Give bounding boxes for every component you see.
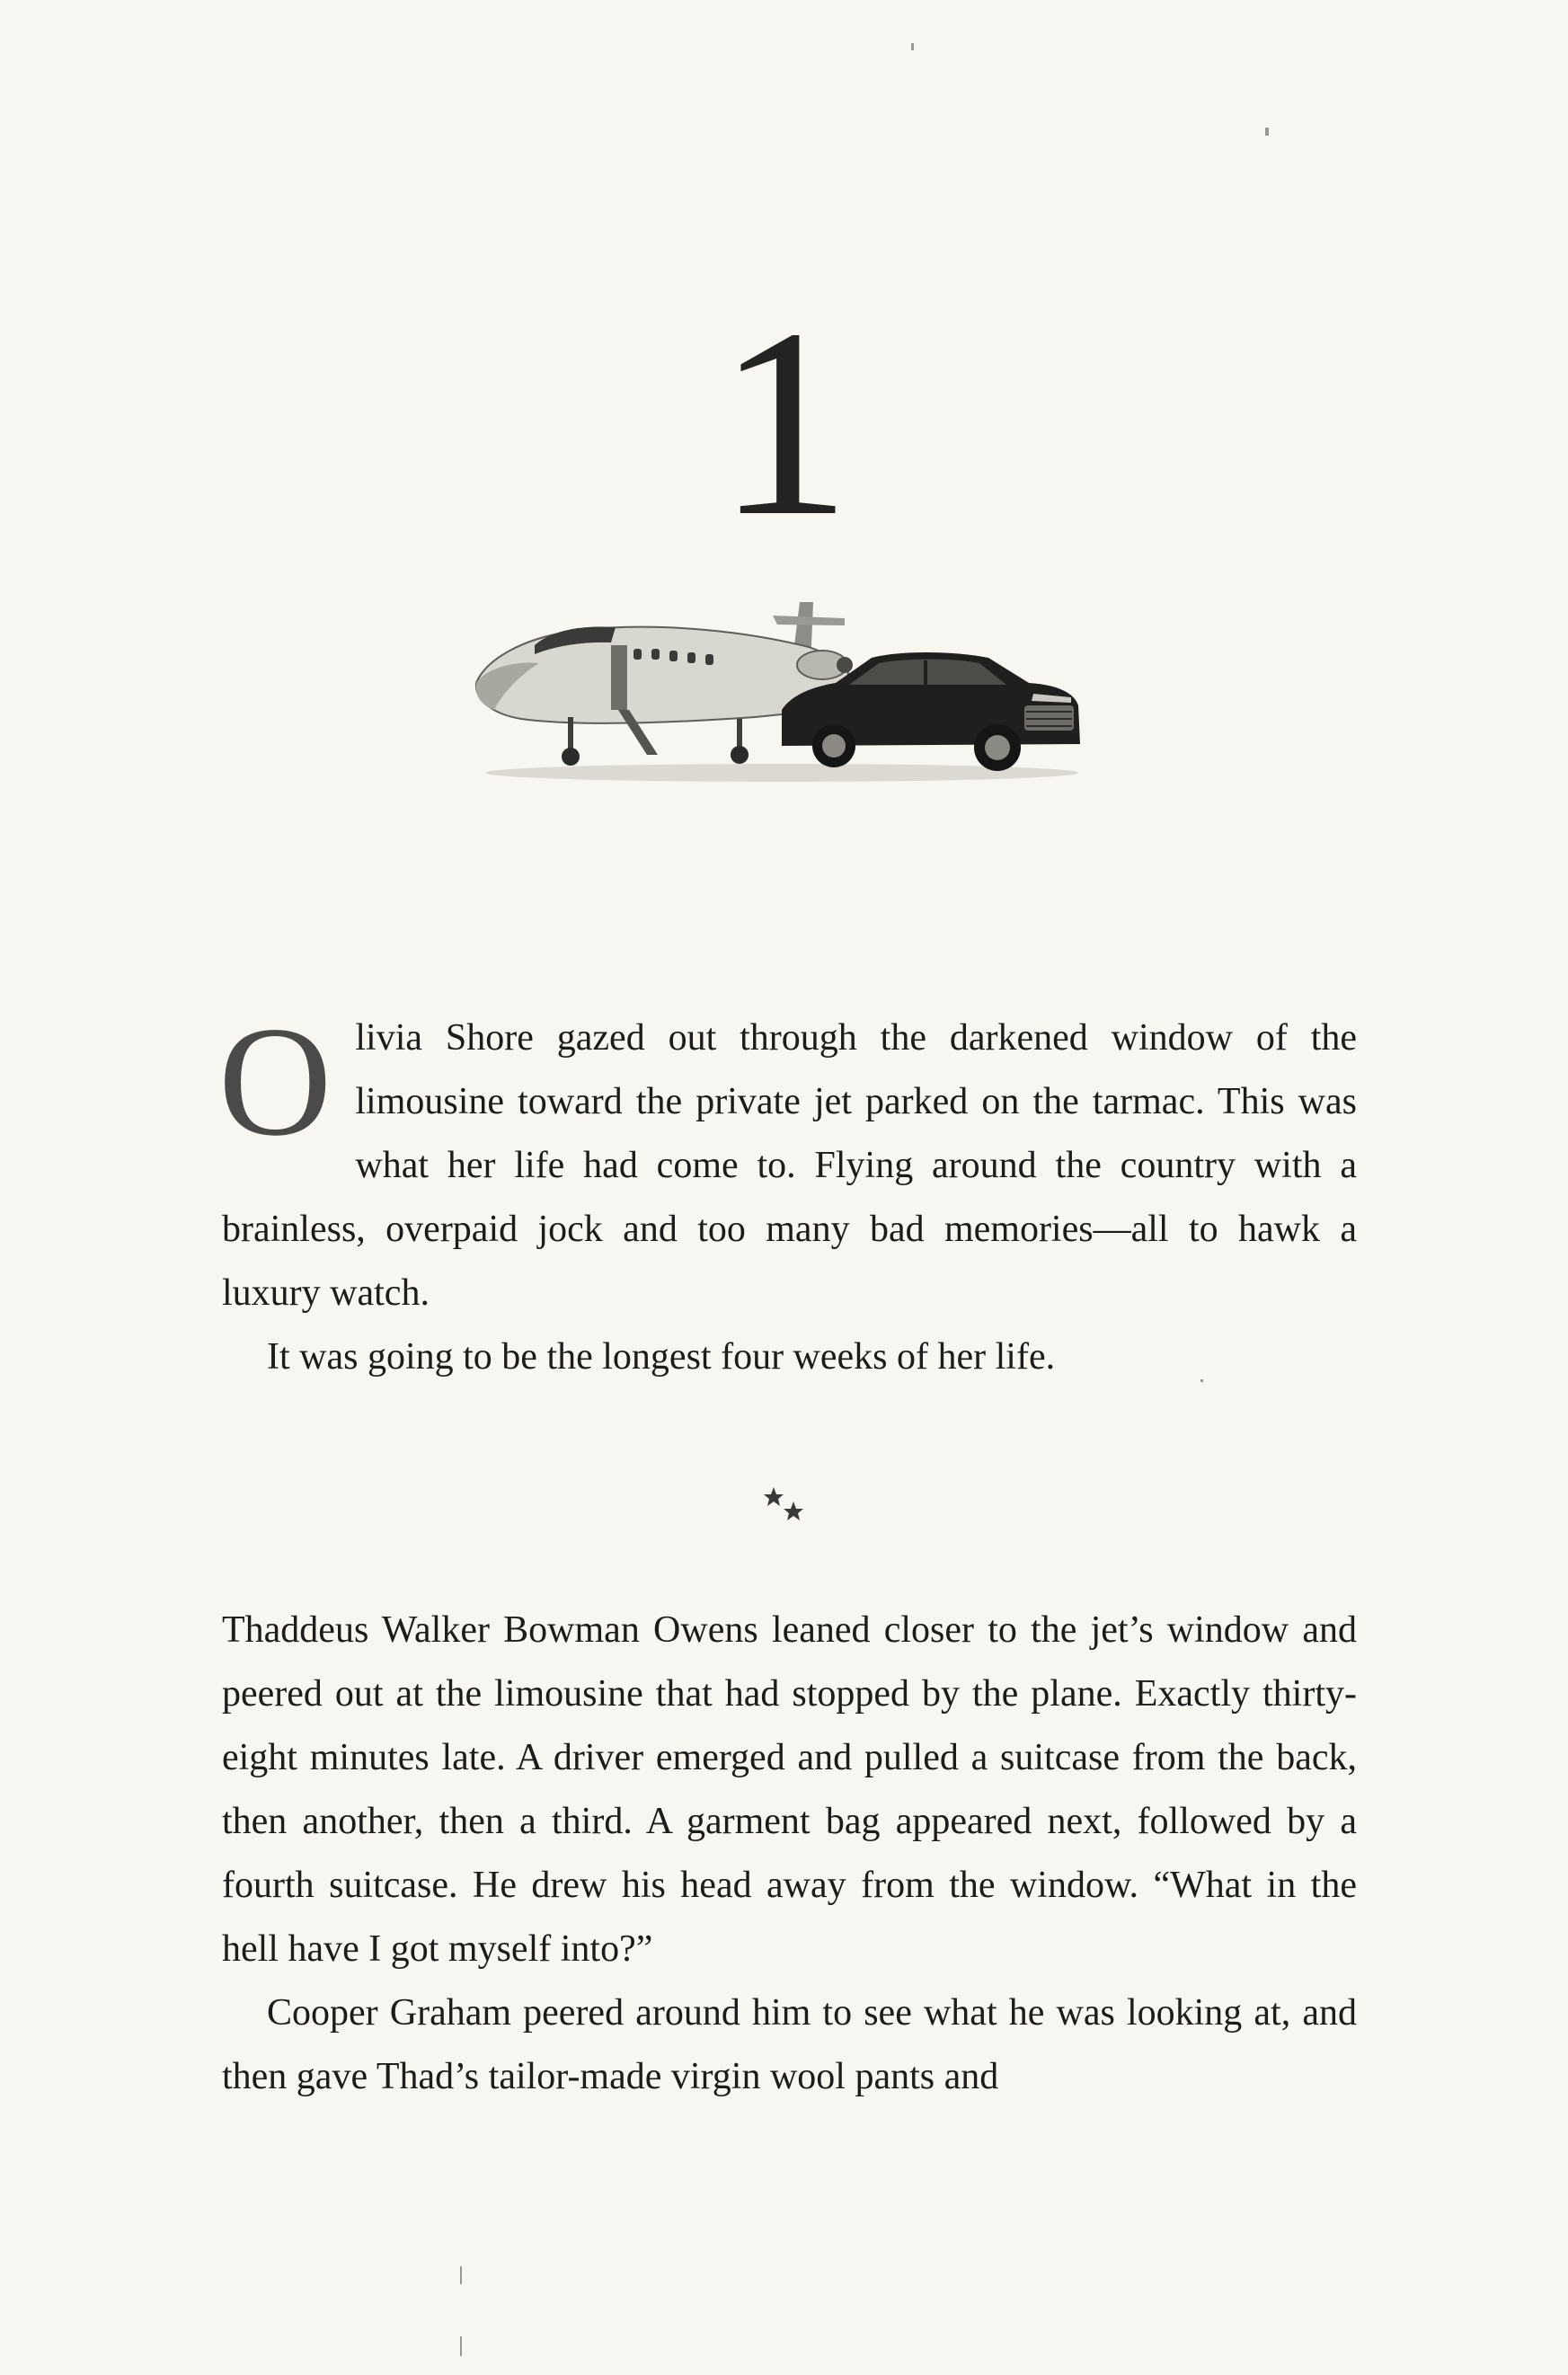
- scan-speck: [1265, 128, 1269, 136]
- chapter-number: 1: [716, 273, 852, 572]
- scan-speck: [911, 43, 914, 50]
- opening-paragraph-text: livia Shore gazed out through the darkened window of the limousine toward the private jet parked on the tarmac. This was what her life had come to. Flying around the country with a brainless, overpaid jock and too many bad memories—all to hawk a luxury watch.: [222, 1017, 1357, 1314]
- scan-speck: [1200, 1379, 1203, 1382]
- scan-speck: [460, 2266, 462, 2284]
- scan-speck: [460, 2336, 462, 2356]
- second-section: [222, 1599, 1357, 2109]
- drop-cap: O: [218, 994, 332, 1168]
- cooper-paragraph: Cooper Graham peered around him to see what he was looking at, and then gave Thad’s tailor-made virgin wool pants and: [222, 1992, 1357, 2097]
- thaddeus-paragraph: Thaddeus Walker Bowman Owens leaned closer to the jet’s window and peered out at the limousine that had stopped by the plane. Exactly thirty-eight minutes late. A driver emerged and pulled a suitcase from the back, then another, then a third. A garment bag appeared next, followed by a fourth suitcase. He drew his head away from the window. “What in the hell have I got myself into?”: [222, 1609, 1357, 1970]
- jet-and-limousine-icon: [467, 575, 1096, 791]
- opening-section: [218, 994, 1357, 1389]
- second-paragraph: It was going to be the longest four weeks of her life.: [267, 1336, 1056, 1378]
- opening-paragraph: [218, 994, 1357, 1325]
- scene-break-stars-icon: [759, 1478, 813, 1532]
